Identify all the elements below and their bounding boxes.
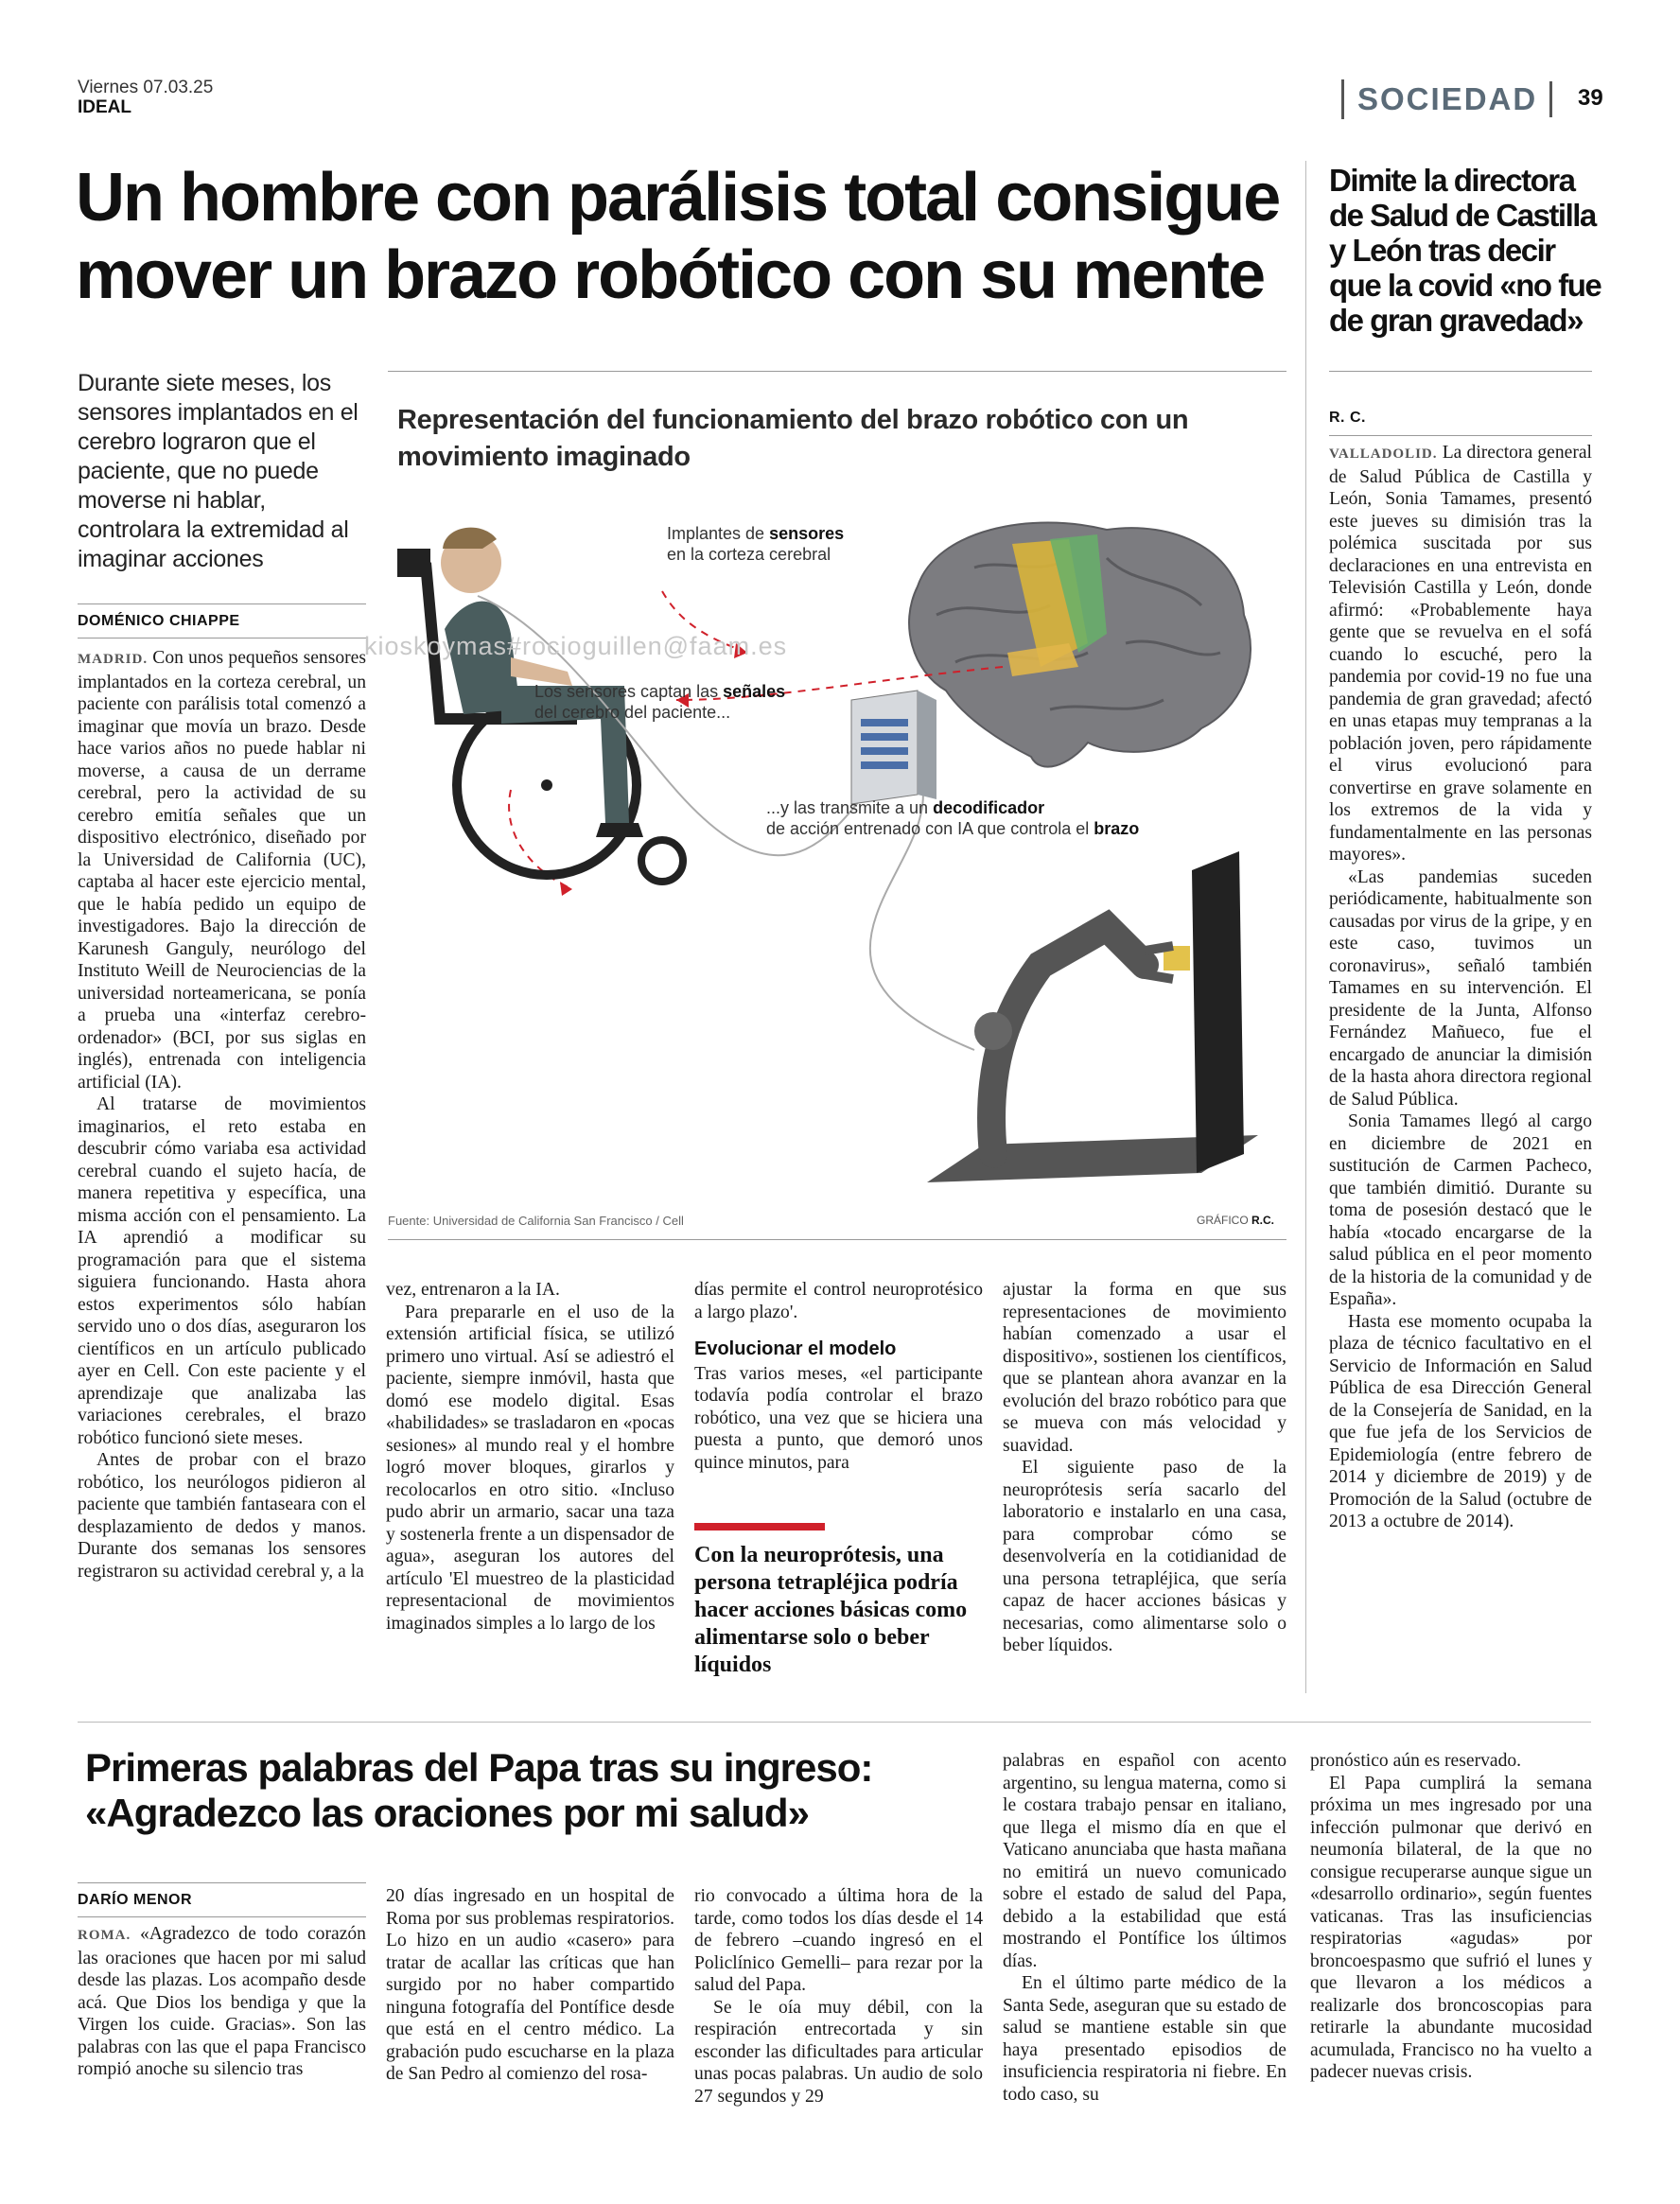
sidebar-byline: R. C.	[1329, 410, 1366, 426]
paragraph: rio convocado a última hora de la tarde, como todos los días desde el 14 de febrero –cuando ingresó en el Policlínico Gemelli– para rezar por la salud del Papa.	[694, 1886, 983, 1995]
subheading: Evolucionar el modelo	[694, 1338, 897, 1359]
pull-quote: Con la neuroprótesis, una persona tetrapléjica podría hacer acciones básicas como alimentarse solo o beber líquidos	[694, 1543, 968, 1677]
graphic-source: Fuente: Universidad de California San Francisco / Cell	[388, 1214, 684, 1228]
graphic-label-signals: Los sensores captan las señales del cerebro del paciente...	[534, 682, 786, 722]
paragraph: «Las pandemias suceden periódicamente, habitualmente son causadas por virus de la gripe, y en este caso, tuvimos un coronavirus», señaló también Tamames en su intervención. El presidente de la Junta, Alfonso Fernández Mañueco, fue el encargado de anunciar la dimisión de la hasta ahora directora regional de Salud Pública.	[1329, 866, 1592, 1110]
graphic-label-decoder: ...y las transmite a un decodificador de acción entrenado con IA que controla el brazo	[766, 798, 1140, 838]
paragraph: días permite el control neuroprotésico a largo plazo'.	[694, 1280, 983, 1322]
article-column-3	[694, 1279, 983, 1474]
graphic-bottom-rule	[388, 1239, 1286, 1240]
graphic-label-implants: Implantes de sensores en la corteza cerebral	[667, 524, 845, 564]
byline: DOMÉNICO CHIAPPE	[78, 613, 240, 629]
dateline: VALLADOLID.	[1329, 446, 1438, 462]
brain-illustration	[909, 523, 1251, 767]
page-number: 39	[1578, 85, 1603, 111]
sidebar-divider	[1305, 161, 1306, 1693]
graphic-title: Representación del funcionamiento del brazo robótico con un movimiento imaginado	[397, 405, 1189, 472]
byline-rule	[78, 603, 366, 604]
paragraph: Al tratarse de movimientos imaginarios, el reto estaba en descubrir cómo variaba esa actividad cerebral cuando el sujeto hacía, de manera repetitiva y específica, una misma acción con el pensamiento. La IA aprendió a modificar su programación para que el sistema siguiera funcionando. Hasta ahora estos experimentos sólo habían servido uno o dos días, aseguraron los científicos en un artículo publicado ayer en Cell. Con este paciente y el aprendizaje que analizaba las variaciones cerebrales, el brazo robótico funcionó siete meses.	[78, 1094, 366, 1448]
bottom-byline-rule-bottom	[78, 1916, 366, 1917]
article-column-4	[1003, 1279, 1286, 1657]
paragraph: Para prepararle en el uso de la extensión artificial física, se utilizó primero uno virtual. Así se adiestró el paciente, siempre inmóvil, hasta que domó ese modelo digital. Esas «habilidades» se trasladaron en «pocas sesiones» al mundo real y el hombre logró mover bloques, girarlos y recolocarlos en otro sitio. «Incluso pudo abrir un armario, sacar una taza y sostenerla frente a un dispensador de agua», aseguran los autores del artículo 'El muestreo de la plasticidad representacional de movimientos imaginados simples a lo largo de los	[386, 1302, 674, 1634]
graphic-credit: GRÁFICO R.C.	[1197, 1214, 1275, 1227]
paragraph: Se le oía muy débil, con la respiración entrecortada y sin esconder las dificultades para articular unas pocas palabras. Un audio de solo 27 segundos y 29	[694, 1997, 983, 2107]
paragraph: Hasta ese momento ocupaba la plaza de técnico facultativo en el Servicio de Información en Salud Pública de esa Dirección General de la Consejería de Sanidad, en la que fue jefa de los Servicios de Epidemiología (entre febrero de 2014 y diciembre de 2019) y de Promoción de la Salud (octubre de 2013 a octubre de 2014).	[1329, 1311, 1592, 1531]
dateline: ROMA.	[78, 1928, 131, 1943]
paragraph: 20 días ingresado en un hospital de Roma por sus problemas respiratorios. Lo hizo en un audio «casero» para tratar de acallar las críticas que han surgido por no haber compartido ninguna fotografía del Pontífice desde que está en el centro médico. La grabación pudo escucharse en la plaza de San Pedro al comienzo del rosa-	[386, 1886, 674, 2084]
section-divider	[78, 1722, 1591, 1723]
section-name: SOCIEDAD	[1341, 79, 1537, 119]
watermark: kioskoymas#rocioguillen@faam.es	[364, 632, 788, 660]
paragraph: Con unos pequeños sensores implantados en la corteza cerebral, un paciente con parálisis total comenzó a imaginar que movía un brazo. Desde hace varios años no puede hablar ni moverse, a causa de un derrame cerebral, pero la actividad de su cerebro emitía señales que un dispositivo electrónico, diseñado por la Universidad de California (UC), captaba al hacer este ejercicio mental, que le había pedido un equipo de investigadores. Bajo la dirección de Karunesh Ganguly, neurólogo del Instituto Weill de Neurociencias de la universidad norteamericana, se ponía a prueba una «interfaz cerebro-ordenador» (BCI, por sus siglas en inglés), entrenada con inteligencia artificial (IA).	[78, 648, 366, 1093]
paragraph: Tras varios meses, «el participante todavía podía controlar el brazo robótico, una vez que se hiciera una puesta a punto, que demoró unos quince minutos, para	[694, 1363, 983, 1473]
graphic-illustration	[388, 473, 1286, 1211]
paragraph: El Papa cumplirá la semana próxima un mes ingresado por una infección pulmonar que derivó en neumonía bilateral, de la que no consigue recuperarse aunque sigue un «desarrollo ordinario», según fuentes vaticanas. Tras las insuficiencias respiratorias «agudas» por broncoespasmo que sufrió el lunes y que llevaron a los médicos a realizarle dos broncoscopias para retirarle la abundante mucosidad acumulada, Francisco no ha vuelto a padecer nuevas crisis.	[1310, 1773, 1592, 2082]
paragraph: vez, entrenaron a la IA.	[386, 1280, 560, 1300]
paragraph: En el último parte médico de la Santa Sede, aseguran que su estado de salud se mantiene estable sin que haya presentado episodios de insuficiencia respiratoria ni fiebre. En todo caso, su	[1003, 1973, 1286, 2105]
article-lead: Durante siete meses, los sensores implantados en el cerebro lograron que el paciente, que no puede moverse ni hablar, controlara la extremidad al imaginar acciones	[78, 370, 359, 572]
bottom-column-2	[386, 1885, 674, 2086]
graphic-top-rule	[388, 371, 1286, 372]
bottom-byline-rule	[78, 1882, 366, 1883]
paragraph: El siguiente paso de la neuroprótesis sería sacarlo del laboratorio e instalarlo en una casa, para comprobar cómo se desenvolvería en la cotidianidad de una persona tetrapléjica, que sería capaz de hacer acciones básicas y necesarias, como alimentarse solo o beber líquidos.	[1003, 1458, 1286, 1655]
sidebar-byline-rule	[1329, 435, 1592, 436]
article-column-1	[78, 647, 366, 1583]
paragraph: La directora general de Salud Pública de Castilla y León, Sonia Tamames, presentó este jueves su dimisión tras la polémica suscitada por sus declaraciones en una entrevista en Televisión Castilla y León, donde afirmó: «Probablemente haya gente que se revuelva en el sofá cuando lo escuché, pero la pandemia por covid-19 no fue una pandemia de gran gravedad; afectó en unas etapas muy tempranas a la población joven, pero rápidamente el virus evolucionó para convertirse en grave solamente en los extremos de la vida y fundamentalmente en las personas mayores».	[1329, 443, 1592, 865]
bottom-column-4	[1003, 1750, 1286, 2106]
paragraph: Sonia Tamames llegó al cargo en diciembre de 2021 en sustitución de Carmen Pacheco, que también dimitió. Durante su toma de posesión destacó que le había «tocado encargarse de la salud pública en el peor momento de la historia de la comunidad y de España».	[1329, 1111, 1592, 1309]
paragraph: ajustar la forma en que sus representaciones de movimiento habían comenzado a usar el dispositivo», sostienen los científicos, que se plantean ahora avanzar en la evolución del brazo robótico para que se mueva con más velocidad y suavidad.	[1003, 1280, 1286, 1456]
publication-name: IDEAL	[78, 97, 131, 117]
sidebar-body	[1329, 442, 1592, 1533]
pull-quote-bar	[694, 1523, 825, 1531]
bottom-headline: Primeras palabras del Papa tras su ingreso: «Agradezco las oraciones por mi salud»	[85, 1745, 873, 1835]
robotic-arm-illustration	[927, 851, 1258, 1182]
bottom-column-1	[78, 1923, 366, 2081]
bottom-byline: DARÍO MENOR	[78, 1892, 193, 1908]
article-column-2	[386, 1279, 674, 1635]
paragraph: Antes de probar con el brazo robótico, los neurólogos pidieron al paciente que también fantaseara con el desplazamiento de dedos y manos. Durante dos semanas los sensores registraron su actividad cerebral y, a la	[78, 1450, 366, 1582]
header-divider	[1549, 81, 1552, 117]
main-headline: Un hombre con parálisis total consigue mover un brazo robótico con su mente	[76, 160, 1280, 313]
paragraph: pronóstico aún es reservado.	[1310, 1751, 1522, 1771]
bottom-column-5	[1310, 1750, 1592, 2084]
edition-date: Viernes 07.03.25	[78, 78, 214, 97]
paragraph: palabras en español con acento argentino, su lengua materna, como si le costara trabajo pensar en italiano, que llega el mismo día en que el Vaticano anunciaba que hasta mañana no emitirá un nuevo comunicado sobre el estado de salud del Papa, debido a la estabilidad que está mostrando el Pontífice los últimos días.	[1003, 1751, 1286, 1971]
paragraph: «Agradezco de todo corazón las oraciones que hacen por mi salud desde las plazas. Los acompaño desde acá. Que Dios los bendiga y que la Virgen los cuide. Gracias». Son las palabras con las que el papa Francisco rompió anoche su silencio tras	[78, 1924, 366, 2079]
sidebar-headline: Dimite la directora de Salud de Castilla y León tras decir que la covid «no fue de gran gravedad»	[1329, 163, 1601, 338]
decoder-server-illustration	[851, 691, 936, 804]
sidebar-top-rule	[1329, 371, 1592, 372]
dateline: MADRID.	[78, 652, 149, 667]
bottom-column-3	[694, 1885, 983, 2108]
